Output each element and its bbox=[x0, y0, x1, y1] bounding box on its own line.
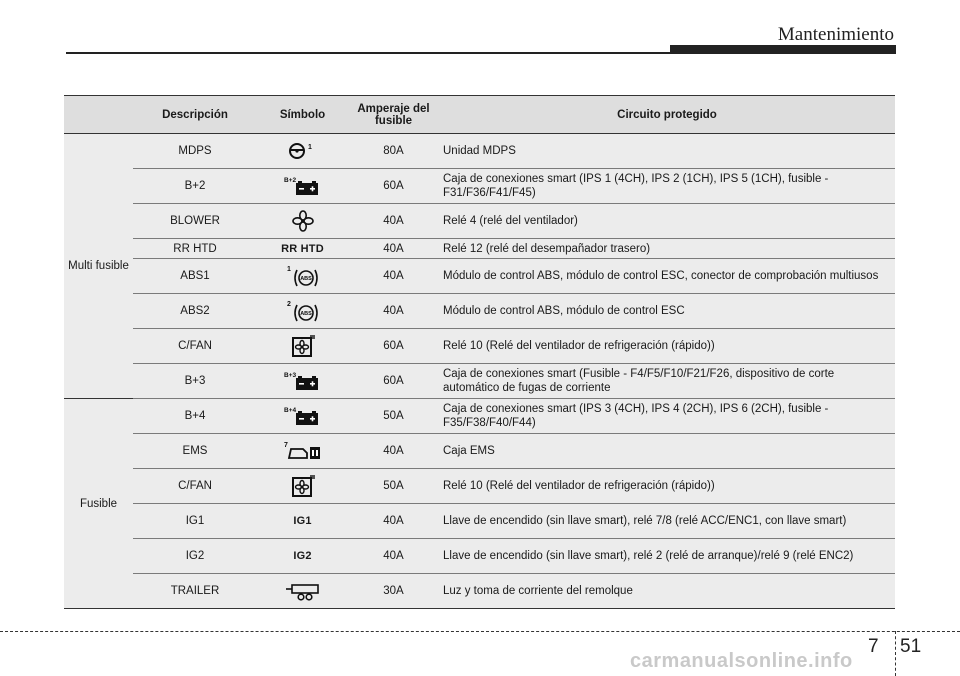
battery-icon bbox=[283, 370, 323, 392]
abs-icon bbox=[285, 299, 321, 323]
row-circuit: Relé 10 (Relé del ventilador de refrigeración (rápido)) bbox=[439, 329, 895, 364]
row-amperage: 60A bbox=[348, 364, 439, 399]
symbol-label: B+2 bbox=[283, 177, 296, 184]
row-description: C/FAN bbox=[133, 329, 257, 364]
row-description: EMS bbox=[133, 434, 257, 469]
row-symbol bbox=[257, 504, 348, 539]
row-amperage: 40A bbox=[348, 539, 439, 574]
symbol-label: IG2 bbox=[293, 550, 312, 562]
row-symbol bbox=[257, 169, 348, 204]
header-symbol: Símbolo bbox=[257, 96, 348, 134]
symbol-label: 2 bbox=[286, 301, 291, 308]
row-circuit: Relé 12 (relé del desempañador trasero) bbox=[439, 239, 895, 259]
battery-icon bbox=[283, 175, 323, 197]
row-description: IG2 bbox=[133, 539, 257, 574]
row-circuit: Llave de encendido (sin llave smart), relé 2 (relé de arranque)/relé 9 (relé ENC2) bbox=[439, 539, 895, 574]
symbol-label: 1 bbox=[307, 144, 312, 151]
row-symbol bbox=[257, 364, 348, 399]
group-multi-fusible: Multi fusible bbox=[64, 134, 133, 399]
row-amperage: 50A bbox=[348, 469, 439, 504]
row-description: ABS1 bbox=[133, 259, 257, 294]
table-row bbox=[64, 574, 895, 609]
row-amperage: 60A bbox=[348, 329, 439, 364]
row-circuit: Relé 10 (Relé del ventilador de refrigeración (rápido)) bbox=[439, 469, 895, 504]
row-description: RR HTD bbox=[133, 239, 257, 259]
header-rule bbox=[66, 52, 896, 54]
row-circuit: Unidad MDPS bbox=[439, 134, 895, 169]
row-amperage: 80A bbox=[348, 134, 439, 169]
table-row bbox=[64, 504, 895, 539]
row-description: IG1 bbox=[133, 504, 257, 539]
table-row bbox=[64, 329, 895, 364]
header-amperage: Amperaje del fusible bbox=[348, 96, 439, 134]
table-row bbox=[64, 399, 895, 434]
row-description: TRAILER bbox=[133, 574, 257, 609]
row-circuit: Módulo de control ABS, módulo de control ESC, conector de comprobación multiusos bbox=[439, 259, 895, 294]
chapter-number: 7 bbox=[868, 636, 879, 657]
footer-rule bbox=[0, 631, 960, 632]
row-amperage: 40A bbox=[348, 239, 439, 259]
row-amperage: 30A bbox=[348, 574, 439, 609]
row-symbol bbox=[257, 294, 348, 329]
row-description: MDPS bbox=[133, 134, 257, 169]
row-symbol bbox=[257, 134, 348, 169]
header-circuit: Circuito protegido bbox=[439, 96, 895, 134]
row-description: B+3 bbox=[133, 364, 257, 399]
row-circuit: Llave de encendido (sin llave smart), relé 7/8 (relé ACC/ENC1, con llave smart) bbox=[439, 504, 895, 539]
row-circuit: Módulo de control ABS, módulo de control ESC bbox=[439, 294, 895, 329]
engine-ecu-icon bbox=[283, 440, 323, 462]
table-row bbox=[64, 364, 895, 399]
row-amperage: 40A bbox=[348, 504, 439, 539]
row-amperage: 60A bbox=[348, 169, 439, 204]
row-description: B+4 bbox=[133, 399, 257, 434]
row-description: B+2 bbox=[133, 169, 257, 204]
abs-icon bbox=[285, 264, 321, 288]
table-row bbox=[64, 434, 895, 469]
header-group bbox=[64, 96, 133, 134]
symbol-label: B+3 bbox=[283, 372, 296, 379]
site-watermark: carmanualsonline.info bbox=[630, 650, 853, 672]
page-number: 51 bbox=[900, 636, 922, 657]
battery-icon bbox=[283, 405, 323, 427]
symbol-label: RR HTD bbox=[281, 242, 324, 255]
steering-wheel-icon bbox=[286, 141, 320, 161]
row-symbol bbox=[257, 434, 348, 469]
symbol-label: 1 bbox=[286, 266, 291, 273]
row-description: ABS2 bbox=[133, 294, 257, 329]
row-circuit: Caja de conexiones smart (IPS 3 (4CH), IPS 4 (2CH), IPS 6 (2CH), fusible - F35/F38/F40/F44) bbox=[439, 399, 895, 434]
table-row bbox=[64, 294, 895, 329]
row-description: BLOWER bbox=[133, 204, 257, 239]
trailer-icon bbox=[284, 581, 322, 601]
row-symbol bbox=[257, 539, 348, 574]
table-row bbox=[64, 204, 895, 239]
table-header-row bbox=[64, 96, 895, 134]
row-symbol bbox=[257, 239, 348, 259]
row-amperage: 40A bbox=[348, 259, 439, 294]
row-circuit: Luz y toma de corriente del remolque bbox=[439, 574, 895, 609]
row-amperage: 50A bbox=[348, 399, 439, 434]
row-symbol bbox=[257, 574, 348, 609]
fuse-table bbox=[64, 95, 895, 609]
row-symbol bbox=[257, 259, 348, 294]
section-title: Mantenimiento bbox=[777, 24, 894, 45]
table-row bbox=[64, 134, 895, 169]
svg-text:ABS: ABS bbox=[299, 311, 312, 317]
row-amperage: 40A bbox=[348, 434, 439, 469]
svg-text:ABS: ABS bbox=[299, 276, 312, 282]
header-description: Descripción bbox=[133, 96, 257, 134]
group-fusible: Fusible bbox=[64, 399, 133, 609]
fan-icon bbox=[292, 210, 314, 232]
table-row bbox=[64, 239, 895, 259]
symbol-label: B+4 bbox=[283, 407, 296, 414]
symbol-label: IG1 bbox=[293, 515, 312, 527]
row-symbol bbox=[257, 399, 348, 434]
row-circuit: Relé 4 (relé del ventilador) bbox=[439, 204, 895, 239]
row-circuit: Caja de conexiones smart (Fusible - F4/F5/F10/F21/F26, dispositivo de corte automático de fugas de corriente bbox=[439, 364, 895, 399]
symbol-label: 7 bbox=[283, 442, 288, 449]
row-amperage: 40A bbox=[348, 204, 439, 239]
table-row bbox=[64, 539, 895, 574]
row-description: C/FAN bbox=[133, 469, 257, 504]
footer-divider bbox=[895, 631, 896, 676]
row-circuit: Caja EMS bbox=[439, 434, 895, 469]
row-symbol bbox=[257, 204, 348, 239]
row-circuit: Caja de conexiones smart (IPS 1 (4CH), IPS 2 (1CH), IPS 5 (1CH), fusible - F31/F36/F41/F45) bbox=[439, 169, 895, 204]
row-amperage: 40A bbox=[348, 294, 439, 329]
table-row bbox=[64, 259, 895, 294]
table-row bbox=[64, 469, 895, 504]
table-row bbox=[64, 169, 895, 204]
radiator-fan-icon bbox=[290, 334, 316, 358]
row-symbol bbox=[257, 329, 348, 364]
row-symbol bbox=[257, 469, 348, 504]
radiator-fan-icon bbox=[290, 474, 316, 498]
